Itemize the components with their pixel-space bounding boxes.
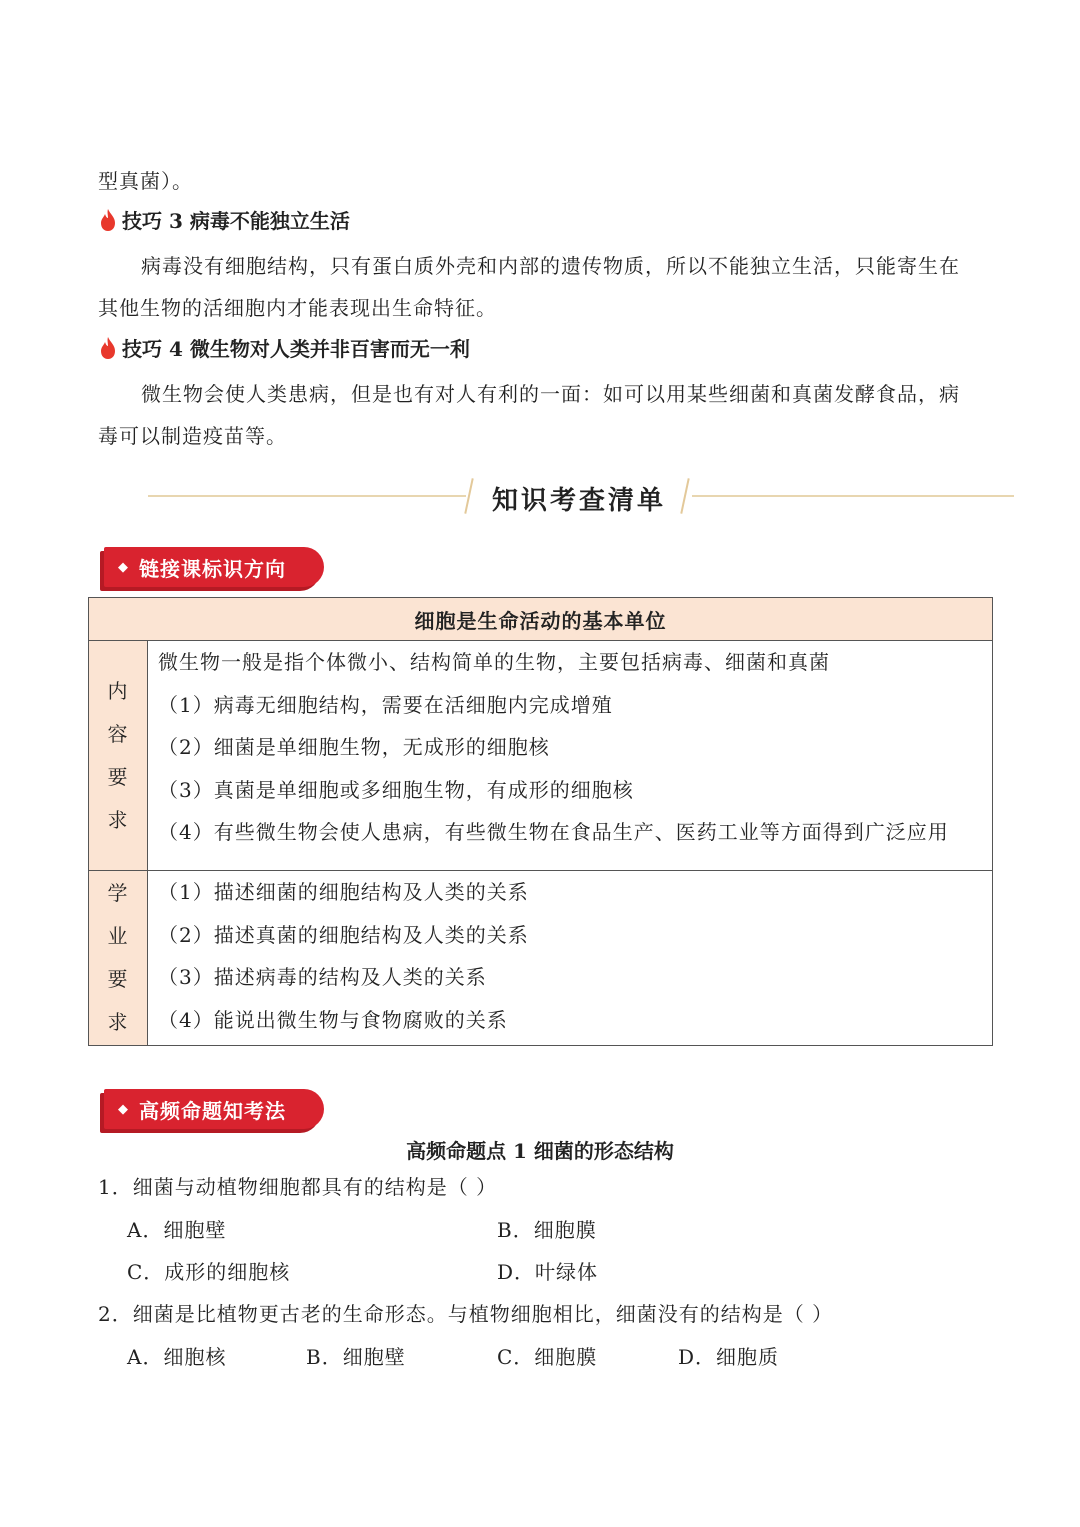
section-divider-slash-right [680,478,689,514]
academic-requirements-cell [148,871,993,1046]
section-divider-right [692,495,1014,497]
question-2-option-a: A．细胞核 [127,1345,227,1369]
list-item: （1）病毒无细胞结构，需要在活细胞内完成增殖 [158,692,613,717]
question-2-option-c: C．细胞膜 [497,1345,598,1369]
content-requirements-label: 内 容 要 求 [89,641,148,871]
tip-3-line-2: 其他生物的活细胞内才能表现出生命特征。 [98,296,497,320]
list-item: （2）细菌是单细胞生物，无成形的细胞核 [158,735,550,760]
question-2-stem: 2．细菌是比植物更古老的生命形态。与植物细胞相比，细菌没有的结构是（ ） [98,1302,834,1326]
section-title: 知识考查清单 [492,486,667,516]
exam-point-title: 高频命题点 1 细菌的形态结构 [406,1139,674,1163]
list-item: （2）描述真菌的细胞结构及人类的关系 [158,922,529,947]
list-item: （4）有些微生物会使人患病，有些微生物在食品生产、医药工业等方面得到广泛应用 [158,820,949,845]
academic-requirements-label: 学 业 要 求 [89,871,148,1046]
tip-4-line-1: 微生物会使人类患病，但是也有对人有利的一面：如可以用某些细菌和真菌发酵食品，病 [141,382,960,406]
list-item: （3）真菌是单细胞或多细胞生物，有成形的细胞核 [158,777,634,802]
question-2-option-b: B．细胞壁 [306,1345,406,1369]
diamond-icon: ◆ [118,559,129,575]
tip-4-line-2: 毒可以制造疫苗等。 [98,424,287,448]
intro-fragment: 型真菌）。 [98,169,193,193]
question-1-option-c: C．成形的细胞核 [127,1260,291,1284]
standards-table [88,597,993,1046]
flame-icon [98,336,118,360]
list-item: （3）描述病毒的结构及人类的关系 [158,965,487,990]
list-item: 微生物一般是指个体微小、结构简单的生物，主要包括病毒、细菌和真菌 [158,650,830,674]
list-item: （1）描述细菌的细胞结构及人类的关系 [158,880,529,904]
table-header: 细胞是生命活动的基本单位 [89,598,993,641]
tag-exam-methods [104,1089,324,1129]
question-1-option-d: D．叶绿体 [497,1260,599,1284]
diamond-icon: ◆ [118,1101,129,1117]
list-item: （4）能说出微生物与食物腐败的关系 [158,1007,508,1032]
tag-exam-methods-label: 高频命题知考法 [139,1098,286,1123]
question-2-option-d: D．细胞质 [678,1345,780,1369]
section-divider-left [148,495,466,497]
tip-3-title: 技巧 3 病毒不能独立生活 [122,209,350,233]
question-1-option-a: A．细胞壁 [127,1218,227,1242]
content-requirements-cell [148,641,993,871]
question-1-stem: 1．细菌与动植物细胞都具有的结构是（ ） [98,1175,498,1199]
tip-3-heading [98,205,350,234]
tag-course-standards-label: 链接课标识方向 [139,556,286,581]
tip-4-title: 技巧 4 微生物对人类并非百害而无一利 [122,337,470,361]
flame-icon [98,208,118,232]
tag-course-standards [104,547,324,587]
tip-4-heading [98,333,470,362]
tip-3-line-1: 病毒没有细胞结构，只有蛋白质外壳和内部的遗传物质，所以不能独立生活，只能寄生在 [141,254,960,278]
question-1-option-b: B．细胞膜 [497,1218,597,1242]
